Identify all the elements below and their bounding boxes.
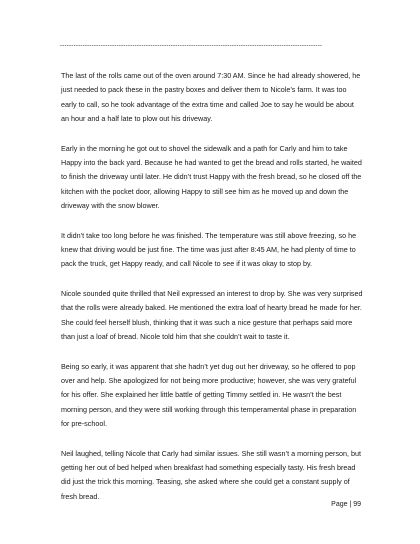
page-number: Page | 99 <box>331 501 361 508</box>
paragraph: Early in the morning he got out to shovel the sidewalk and a path for Carly and him to take Happy into the back yard. Because he had wanted to get the bread and rolls started, he waited to finish the driveway until later. He didn’t trust Happy with the fresh bread, so he closed off the kitchen with the pocket door, allowing Happy to still see him as he moved up and down the driveway with the snow blower. <box>61 143 362 210</box>
body-text <box>61 69 363 519</box>
paragraph: Being so early, it was apparent that she hadn’t yet dug out her driveway, so he offered to pop over and help. She apologized for not being more productive; however, she was very grateful for his offer. She explained her little battle of getting Timmy settled in. He wasn’t the best morning person, and they were still working through this temperamental phase in preparation for pre-school. <box>61 361 357 428</box>
paragraph: It didn’t take too long before he was finished. The temperature was still above freezing, so he knew that driving would be just fine. The time was just after 8:45 AM, he had plenty of time to pack the truck, get Happy ready, and call Nicole to see if it was okay to stop by. <box>61 230 357 269</box>
paragraph: Nicole sounded quite thrilled that Neil expressed an interest to drop by. She was very surprised that the rolls were already baked. He mentioned the extra loaf of hearty bread he made for her. She could feel herself blush, thinking that it was such a nice gesture that perhaps said more than just a loaf of bread. Nicole told him that she couldn’t wait to taste it. <box>61 289 363 341</box>
paragraph: The last of the rolls came out of the oven around 7:30 AM. Since he had already showered, he just needed to pack these in the pastry boxes and deliver them to Nicole’s farm. It was too early to call, so he took advantage of the extra time and called Joe to say he would be about an hour and a half late to plow out his driveway. <box>61 71 361 123</box>
paragraph: Neil laughed, telling Nicole that Carly had similar issues. She still wasn’t a morning person, but getting her out of bed helped when breakfast had something especially tasty. His fresh bread did just the trick this morning. Teasing, she asked where she could get a constant supply of fresh bread. <box>61 448 362 501</box>
separator-line: -------------------------------------------------------------------------------------------------------------------- <box>60 42 323 49</box>
